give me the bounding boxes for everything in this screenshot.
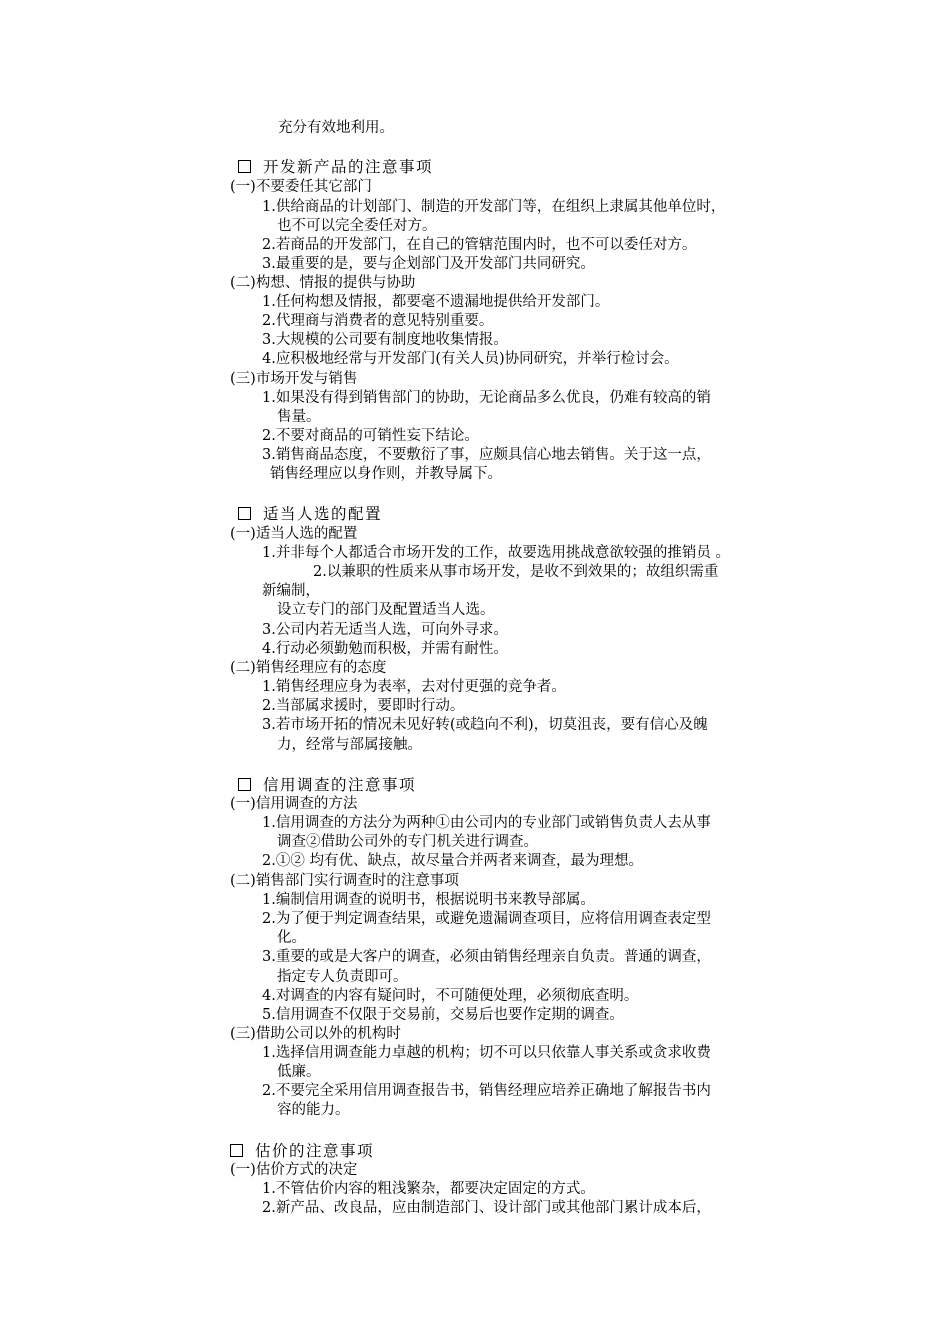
text-line: 5.信用调查不仅限于交易前，交易后也要作定期的调查。 bbox=[262, 1007, 624, 1023]
text-line: (三)借助公司以外的机构时 bbox=[230, 1026, 401, 1042]
text-line: 也不可以完全委任对方。 bbox=[277, 218, 437, 234]
text-line: (一)适当人选的配置 bbox=[230, 526, 358, 542]
text-line: 1.不管估价内容的粗浅繁杂，都要决定固定的方式。 bbox=[262, 1181, 595, 1197]
text-line: (一)不要委任其它部门 bbox=[230, 179, 372, 195]
text-line: 2.新产品、改良品，应由制造部门、设计部门或其他部门累计成本后， bbox=[262, 1200, 711, 1216]
text-line: 1.编制信用调查的说明书，根据说明书来教导部属。 bbox=[262, 892, 595, 908]
text-line: 3.公司内若无适当人选，可向外寻求。 bbox=[262, 622, 508, 638]
text-line: (三)市场开发与销售 bbox=[230, 371, 358, 387]
text-line: 3.销售商品态度，不要敷衍了事，应颇具信心地去销售。关于这一点， bbox=[262, 447, 711, 463]
text-line: 化。 bbox=[277, 930, 306, 946]
text-line: 1.供给商品的计划部门、制造的开发部门等，在组织上隶属其他单位时， bbox=[262, 199, 726, 215]
section-heading-text: 信用调查的注意事项 bbox=[263, 776, 417, 794]
text-line: 2.代理商与消费者的意见特别重要。 bbox=[262, 313, 494, 329]
text-line: 2.以兼职的性质来从事市场开发，是收不到效果的；故组织需重 bbox=[313, 564, 719, 580]
text-line: 力，经常与部属接触。 bbox=[277, 737, 422, 753]
text-line: 1.销售经理应身为表率，去对付更强的竞争者。 bbox=[262, 679, 566, 695]
text-line: (一)信用调查的方法 bbox=[230, 796, 358, 812]
text-line: 调查②借助公司外的专门机关进行调查。 bbox=[277, 834, 538, 850]
text-line: (二)销售经理应有的态度 bbox=[230, 660, 387, 676]
checkbox-square-icon bbox=[238, 507, 251, 520]
section-heading bbox=[230, 1141, 374, 1161]
text-line: 3.大规模的公司要有制度地收集情报。 bbox=[262, 332, 508, 348]
text-line: 4.行动必须勤勉而积极，并需有耐性。 bbox=[262, 641, 508, 657]
checkbox-square-icon bbox=[230, 1144, 243, 1157]
section-heading-text: 估价的注意事项 bbox=[255, 1142, 375, 1160]
section-heading bbox=[238, 157, 433, 177]
text-line: 销售经理应以身作则，并教导属下。 bbox=[270, 466, 502, 482]
checkbox-square-icon bbox=[238, 778, 251, 791]
section-heading-text: 开发新产品的注意事项 bbox=[263, 158, 434, 176]
text-line: (二)构想、情报的提供与协助 bbox=[230, 275, 416, 291]
text-line: (二)销售部门实行调查时的注意事项 bbox=[230, 873, 459, 889]
text-line: 1.如果没有得到销售部门的协助，无论商品多么优良，仍难有较高的销 bbox=[262, 390, 711, 406]
text-line: 充分有效地利用。 bbox=[278, 120, 394, 136]
text-line: 1.并非每个人都适合市场开发的工作，故要选用挑战意欲较强的推销员 。 bbox=[262, 545, 730, 561]
text-line: 2.若商品的开发部门，在自己的管辖范围内时，也不可以委任对方。 bbox=[262, 237, 697, 253]
text-line: 4.应积极地经常与开发部门(有关人员)协同研究，并举行检讨会。 bbox=[262, 351, 679, 367]
text-line: 新编制， bbox=[262, 583, 320, 599]
text-line: 3.若市场开拓的情况未见好转(或趋向不利)，切莫沮丧，要有信心及魄 bbox=[262, 717, 708, 733]
section-heading bbox=[238, 775, 416, 795]
text-line: 容的能力。 bbox=[277, 1102, 350, 1118]
section-heading bbox=[238, 504, 382, 524]
text-line: 2.为了便于判定调查结果，或避免遗漏调查项目，应将信用调查表定型 bbox=[262, 911, 711, 927]
text-line: 售量。 bbox=[277, 409, 321, 425]
text-line: 3.最重要的是，要与企划部门及开发部门共同研究。 bbox=[262, 256, 595, 272]
text-line: 4.对调查的内容有疑问时，不可随便处理，必须彻底查明。 bbox=[262, 988, 639, 1004]
text-line: 1.任何构想及情报，都要毫不遗漏地提供给开发部门。 bbox=[262, 294, 610, 310]
text-line: 3.重要的或是大客户的调查，必须由销售经理亲自负责。普通的调查， bbox=[262, 949, 711, 965]
text-line: (一)估价方式的决定 bbox=[230, 1162, 358, 1178]
checkbox-square-icon bbox=[238, 160, 251, 173]
section-heading-text: 适当人选的配置 bbox=[263, 505, 383, 523]
text-line: 1.信用调查的方法分为两种①由公司内的专业部门或销售负责人去从事 bbox=[262, 815, 711, 831]
text-line: 2.当部属求援时，要即时行动。 bbox=[262, 698, 465, 714]
text-line: 2.不要对商品的可销性妄下结论。 bbox=[262, 428, 479, 444]
text-line: 2.不要完全采用信用调查报告书，销售经理应培养正确地了解报告书内 bbox=[262, 1083, 711, 1099]
text-line: 1.选择信用调查能力卓越的机构；切不可以只依靠人事关系或贪求收费 bbox=[262, 1045, 711, 1061]
text-line: 指定专人负责即可。 bbox=[277, 969, 408, 985]
text-line: 低廉。 bbox=[277, 1064, 321, 1080]
text-line: 设立专门的部门及配置适当人选。 bbox=[277, 602, 495, 618]
text-line: 2.①② 均有优、缺点，故尽量合并两者来调查，最为理想。 bbox=[262, 853, 643, 869]
